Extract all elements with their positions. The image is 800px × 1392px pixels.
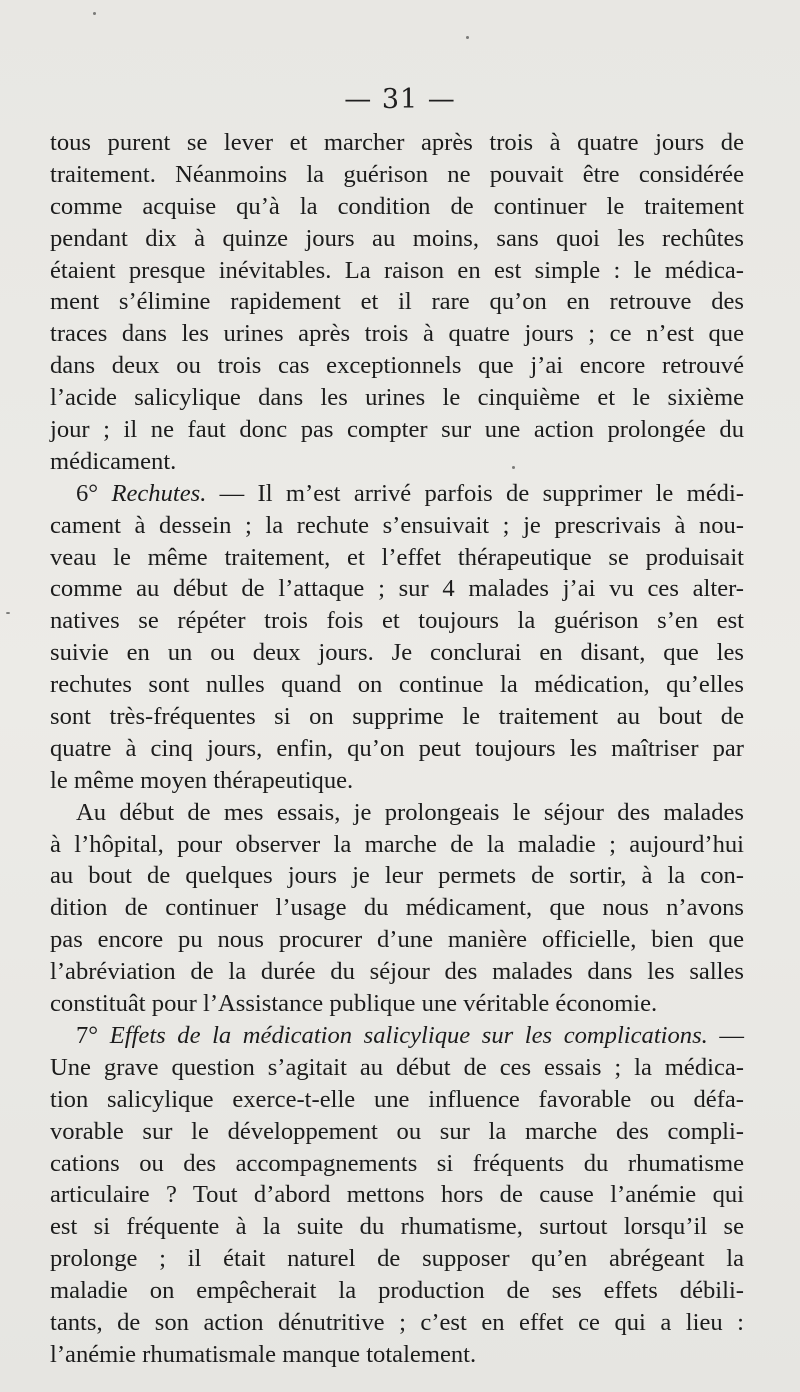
text-line [50,542,744,574]
line-text: Au début de mes essais, je prolongeais le séjour des malades [76,798,744,826]
text-line [50,1179,744,1211]
section-number: 6° [76,479,112,507]
paper-speck [6,612,10,614]
line-text: maladie on empêcherait la production de ses effets débili- [50,1277,744,1305]
text-line [50,350,744,382]
text-line [50,1116,744,1148]
text-line [50,1084,744,1116]
line-text: l’acide salicylique dans les urines le cinquième et le sixième [50,384,744,412]
line-text: cations ou des accompagnements si fréquents du rhumatisme [50,1149,744,1177]
line-text: tion salicylique exerce-t-elle une influence favorable ou défa- [50,1085,744,1113]
line-text: Une grave question s’agitait au début de ces essais ; la médica- [50,1053,744,1081]
line-text: — [707,1021,744,1049]
line-text: prolonge ; il était naturel de supposer qu’en abrégeant la [50,1245,744,1273]
line-text: tous purent se lever et marcher après trois à quatre jours de [50,129,744,156]
text-line [50,1052,744,1084]
text-line [50,1339,744,1371]
text-line [50,765,744,797]
text-line [50,159,744,191]
line-text: étaient presque inévitables. La raison en est simple : le médica- [50,256,744,284]
paper-speck [93,12,96,15]
text-line [50,637,744,669]
line-text: est si fréquente à la suite du rhumatisme, surtout lorsqu’il se [50,1213,744,1241]
text-line [50,1307,744,1339]
line-text: l’abréviation de la durée du séjour des malades dans les salles [50,958,744,986]
text-line [50,892,744,924]
line-text: dans deux ou trois cas exceptionnels que j’ai encore retrouvé [50,352,744,380]
text-line [50,829,744,861]
line-text: pas encore pu nous procurer d’une manière officielle, bien que [50,926,744,954]
text-line [50,510,744,542]
text-line [50,669,744,701]
text-line [50,318,744,350]
line-text: l’anémie rhumatismale manque totalement. [50,1340,477,1368]
text-line [50,1148,744,1180]
line-text: ment s’élimine rapidement et il rare qu’on en retrouve des [50,288,744,316]
line-text: articulaire ? Tout d’abord mettons hors de cause l’anémie qui [50,1181,744,1209]
line-text: à l’hôpital, pour observer la marche de la maladie ; aujourd’hui [50,830,744,858]
line-text: pendant dix à quinze jours au moins, sans quoi les rechûtes [50,224,744,252]
line-text: cament à dessein ; la rechute s’ensuivait ; je prescrivais à nou- [50,511,744,539]
text-line [50,1020,744,1052]
body-text [50,127,744,1371]
text-line [50,191,744,223]
page-number: — 31 — [344,84,456,115]
section-heading: Rechutes. [111,479,207,507]
text-line [50,860,744,892]
section-heading: Effets de la médication salicylique sur les complications. [109,1021,708,1049]
text-line [50,1243,744,1275]
line-text: constituât pour l’Assistance publique une véritable économie. [50,990,658,1018]
line-text: natives se répéter trois fois et toujours la guérison s’en est [50,607,744,635]
text-line [50,414,744,446]
text-line [50,382,744,414]
line-text: comme au début de l’attaque ; sur 4 malades j’ai vu ces alter- [50,575,744,603]
line-text: — Il m’est arrivé parfois de supprimer le médi- [206,479,744,507]
line-text: quatre à cinq jours, enfin, qu’on peut toujours les maîtriser par [50,734,744,762]
line-text: traces dans les urines après trois à quatre jours ; ce n’est que [50,320,744,348]
text-line [50,223,744,255]
text-line [50,446,744,478]
text-line [50,701,744,733]
text-line [50,988,744,1020]
line-text: au bout de quelques jours je leur permets de sortir, à la con- [50,862,744,890]
line-text: tants, de son action dénutritive ; c’est en effet ce qui a lieu : [50,1308,744,1336]
text-line [50,733,744,765]
line-text: veau le même traitement, et l’effet thérapeutique se produisait [50,543,744,571]
text-line [50,286,744,318]
line-text: jour ; il ne faut donc pas compter sur une action prolongée du [50,416,744,444]
line-text: médicament. [50,447,177,475]
line-text: le même moyen thérapeutique. [50,766,354,794]
line-text: rechutes sont nulles quand on continue la médication, qu’elles [50,671,744,699]
text-line [50,478,744,510]
line-text: sont très-fréquentes si on supprime le traitement au bout de [50,703,744,731]
line-text: dition de continuer l’usage du médicament, que nous n’avons [50,894,744,922]
text-line [50,127,744,159]
line-text: traitement. Néanmoins la guérison ne pouvait être considérée [50,160,744,188]
text-line [50,573,744,605]
text-line [50,924,744,956]
text-line [50,1275,744,1307]
text-line [50,956,744,988]
text-line [50,1211,744,1243]
section-number: 7° [76,1021,110,1049]
text-line [50,255,744,287]
line-text: comme acquise qu’à la condition de continuer le traitement [50,192,744,220]
paper-speck [466,36,469,39]
text-line [50,797,744,829]
line-text: suivie en un ou deux jours. Je conclurai en disant, que les [50,639,744,667]
line-text: vorable sur le développement ou sur la marche des compli- [50,1117,744,1145]
text-line [50,605,744,637]
